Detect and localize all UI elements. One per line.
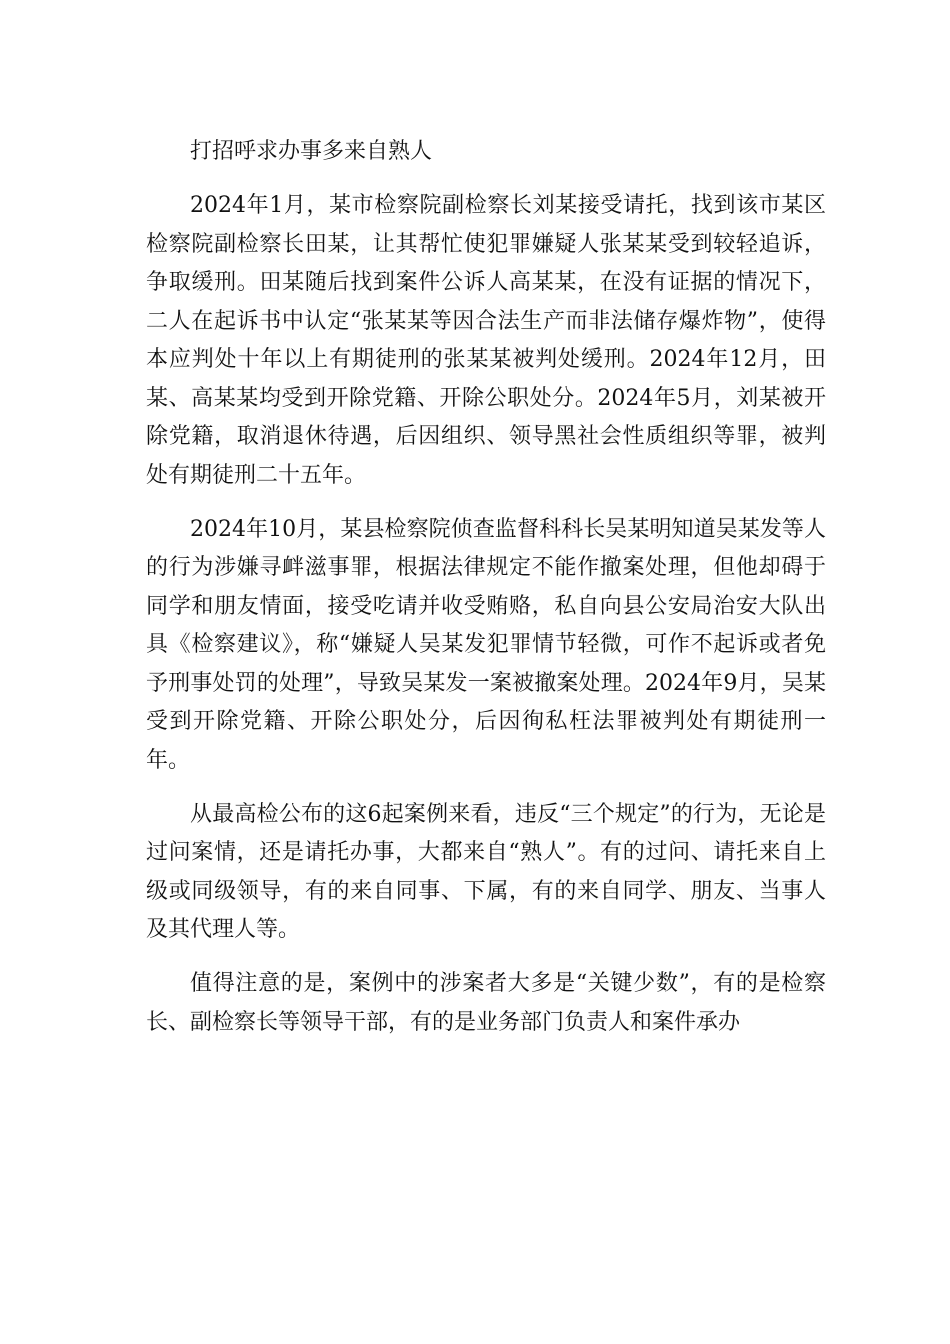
paragraph-4: 值得注意的是，案例中的涉案者大多是“关键少数”，有的是检察长、副检察长等领导干部，有的是业务部门负责人和案件承办 [146, 971, 826, 1035]
paragraph-3: 从最高检公布的这6起案例来看，违反“三个规定”的行为，无论是过问案情，还是请托办事，大都来自“熟人”。有的过问、请托来自上级或同级领导，有的来自同事、下属，有的来自同学、朋友、当事人及其代理人等。 [146, 801, 826, 942]
paragraph-2: 2024年10月，某县检察院侦查监督科科长吴某明知道吴某发等人的行为涉嫌寻衅滋事罪，根据法律规定不能作撤案处理，但他却碍于同学和朋友情面，接受吃请并收受贿赂，私自向县公安局治安大队出具《检察建议》，称“嫌疑人吴某发犯罪情节轻微，可作不起诉或者免予刑事处罚的处理”，导致吴某发一案被撤案处理。2024年9月，吴某受到开除党籍、开除公职处分，后因徇私枉法罪被判处有期徒刑一年。 [146, 516, 826, 773]
section-heading: 打招呼求办事多来自熟人 [190, 139, 433, 164]
document-body [146, 133, 826, 1058]
paragraph-1: 2024年1月，某市检察院副检察长刘某接受请托，找到该市某区检察院副检察长田某，让其帮忙使犯罪嫌疑人张某某受到较轻追诉，争取缓刑。田某随后找到案件公诉人高某某，在没有证据的情况下，二人在起诉书中认定“张某某等因合法生产而非法储存爆炸物”，使得本应判处十年以上有期徒刑的张某某被判处缓刑。2024年12月，田某、高某某均受到开除党籍、开除公职处分。2024年5月，刘某被开除党籍，取消退休待遇，后因组织、领导黑社会性质组织等罪，被判处有期徒刑二十五年。 [146, 193, 826, 488]
